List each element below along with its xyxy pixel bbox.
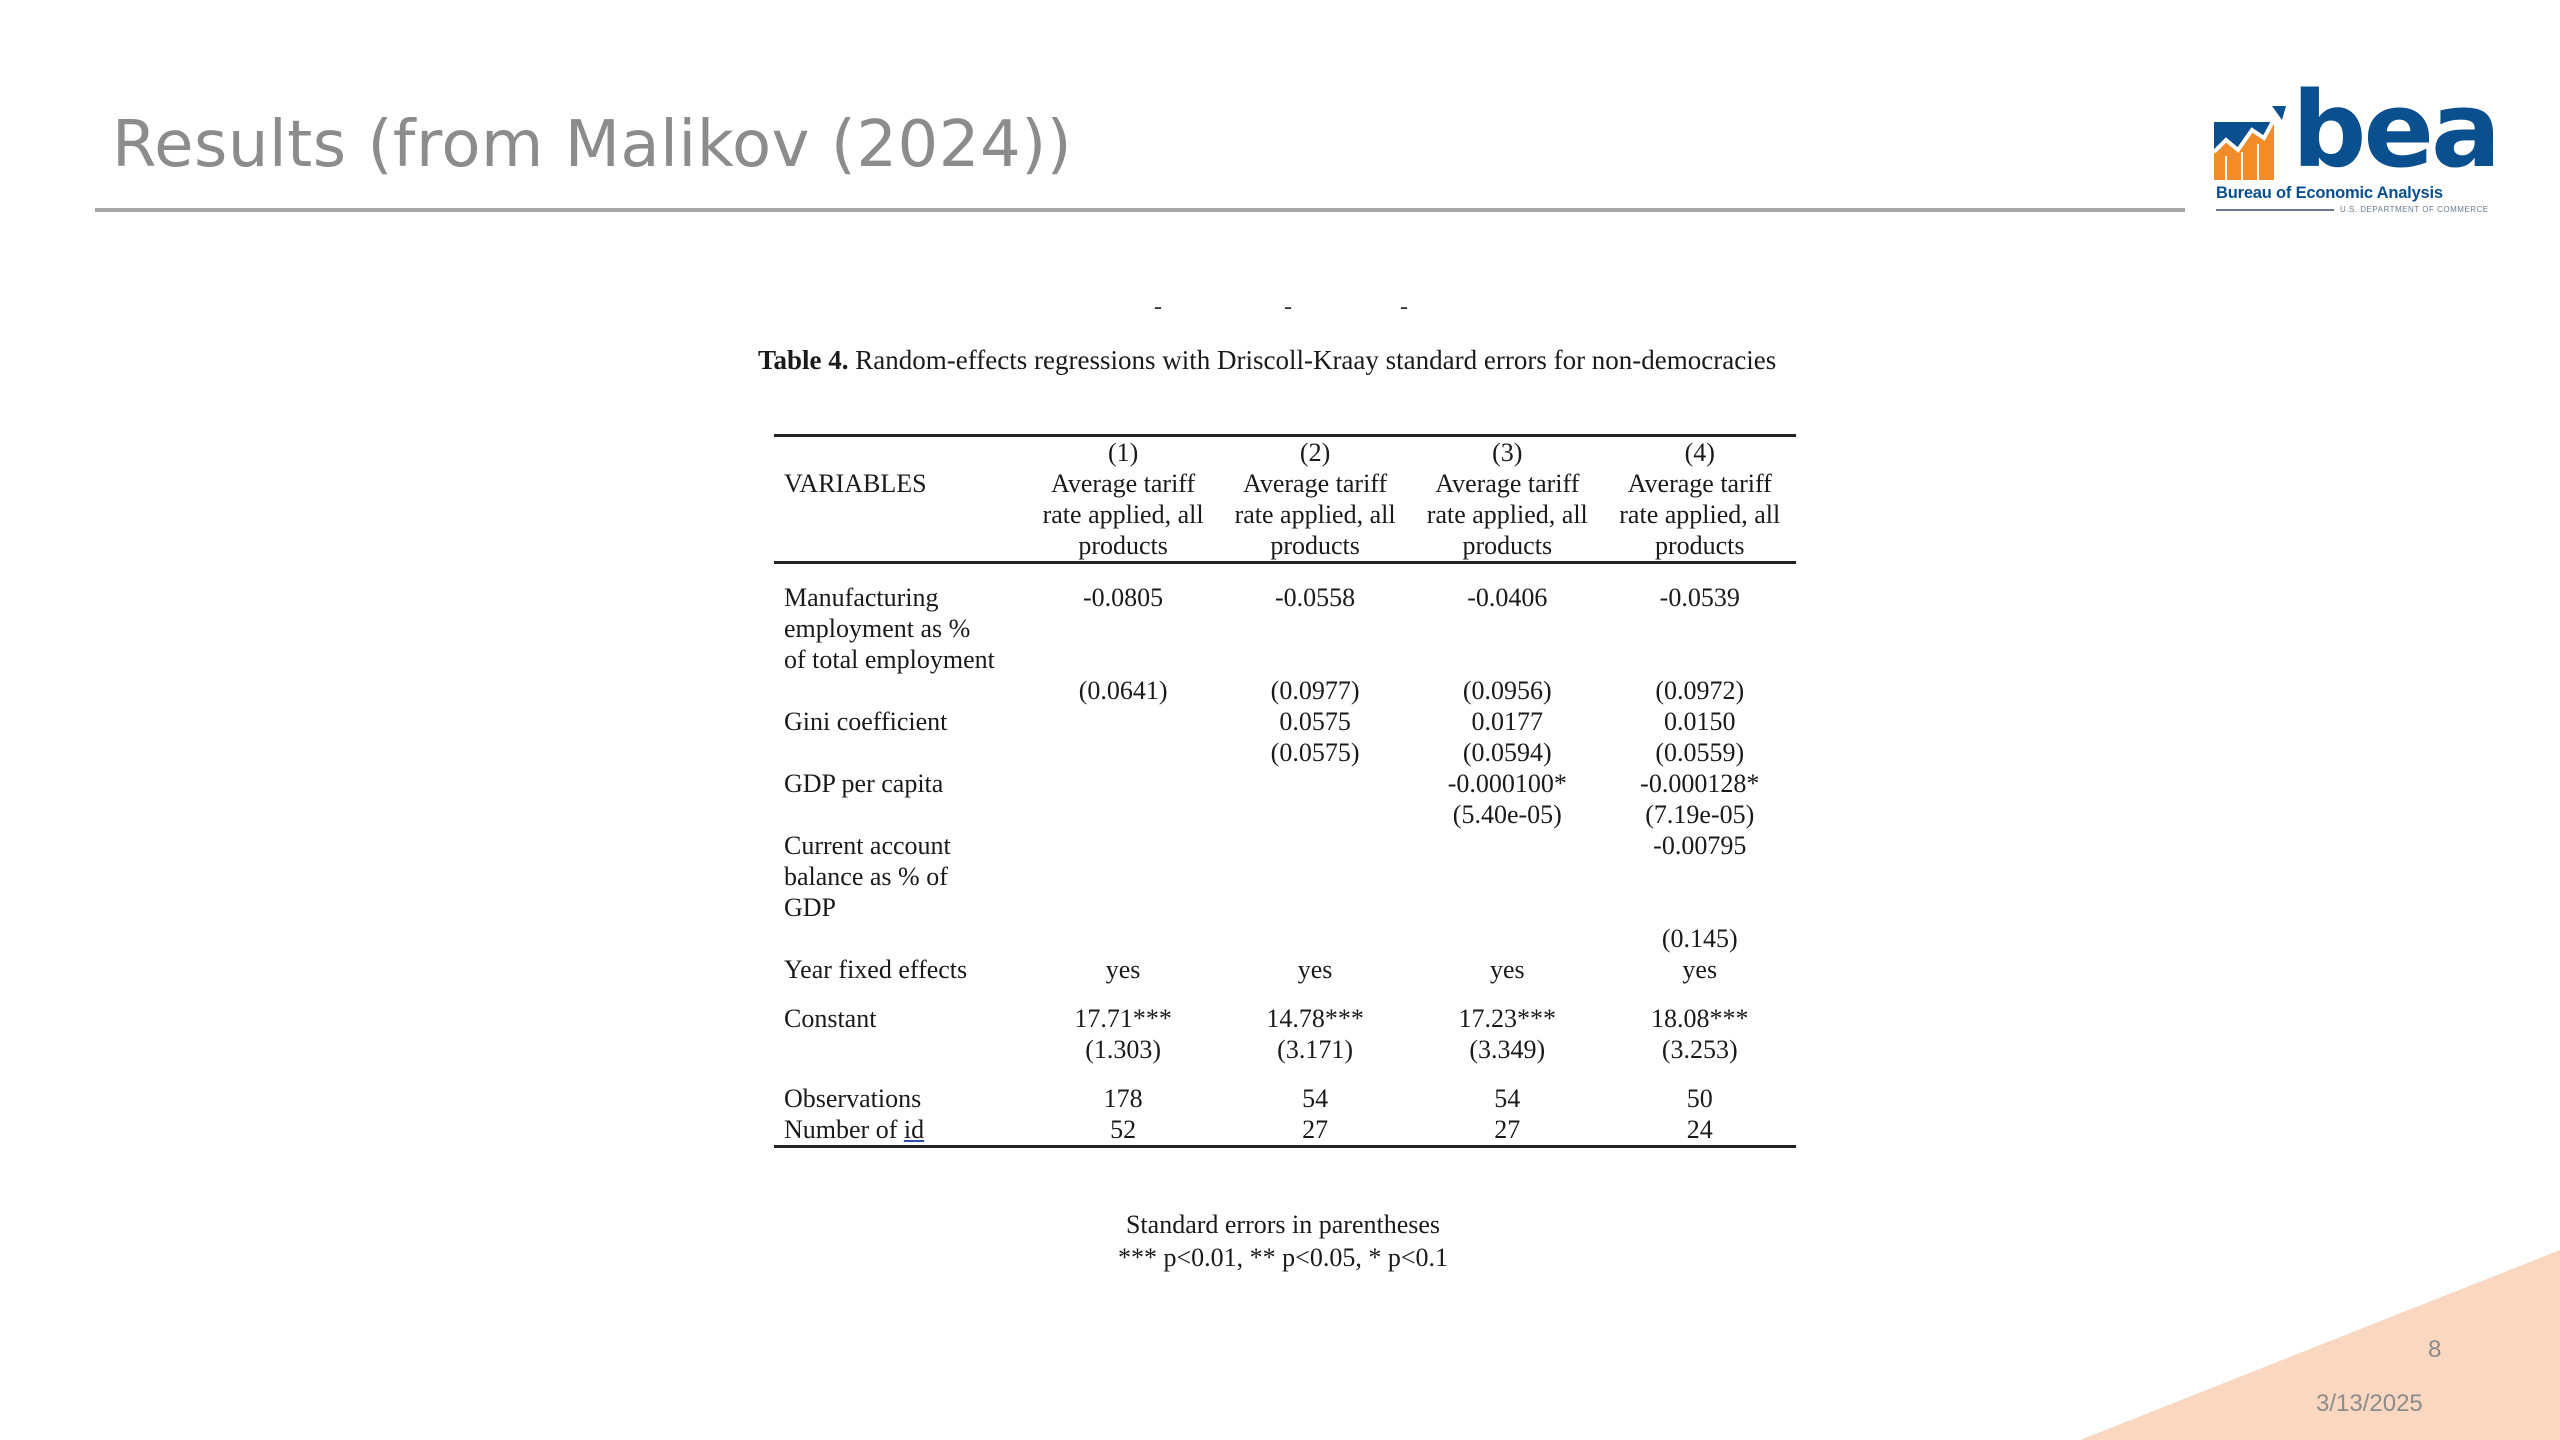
col-num: (4) — [1684, 438, 1715, 467]
value-cell: 27 — [1219, 1114, 1411, 1147]
row-label: Gini coefficient — [784, 707, 948, 736]
table-row — [774, 768, 1796, 799]
se-cell — [1027, 799, 1219, 830]
table-caption-label: Table 4. — [758, 345, 849, 375]
table-row — [774, 706, 1796, 737]
value-cell: 27 — [1411, 1114, 1603, 1147]
se-cell: (0.0977) — [1270, 676, 1360, 705]
row-label: Observations — [784, 1084, 922, 1113]
regression-table — [774, 434, 1796, 1148]
se-cell: (5.40e-05) — [1452, 800, 1562, 829]
col-header: products — [1411, 530, 1603, 563]
se-cell: (7.19e-05) — [1645, 800, 1755, 829]
value-cell: 52 — [1027, 1114, 1219, 1147]
table-row — [774, 799, 1796, 830]
table-row — [774, 830, 1796, 861]
col-header: rate applied, all — [1619, 500, 1781, 529]
col-num: (2) — [1299, 438, 1331, 467]
col-header: Average tariff — [1627, 469, 1772, 498]
title-divider — [95, 208, 2185, 212]
table-row — [774, 675, 1796, 706]
table-row — [774, 1114, 1796, 1147]
row-label: Manufacturing — [784, 583, 939, 612]
page-number: 8 — [2428, 1336, 2442, 1363]
row-label-id: id — [903, 1115, 925, 1144]
bea-logo-subtitle2: U.S. DEPARTMENT OF COMMERCE — [2340, 205, 2489, 214]
se-cell — [1411, 923, 1603, 954]
table-caption — [758, 342, 1798, 378]
se-cell — [1219, 799, 1411, 830]
col-header: rate applied, all — [1426, 500, 1588, 529]
col-header: Average tariff — [1243, 469, 1388, 498]
se-cell: (0.145) — [1661, 924, 1738, 953]
coef-cell: 14.78*** — [1266, 1004, 1364, 1033]
se-cell — [1027, 923, 1219, 954]
coef-cell: -0.0406 — [1467, 583, 1548, 612]
se-cell: (3.171) — [1277, 1035, 1353, 1064]
se-cell: (0.0575) — [1270, 738, 1360, 767]
se-cell: (0.0559) — [1655, 738, 1745, 767]
table-row — [774, 923, 1796, 954]
bea-logo-mark-icon — [2212, 92, 2292, 182]
value-cell: 54 — [1494, 1084, 1521, 1113]
bea-logo-subtitle: Bureau of Economic Analysis — [2216, 184, 2443, 202]
se-cell: (0.0594) — [1462, 738, 1552, 767]
row-label: GDP per capita — [784, 769, 944, 798]
bea-logo-word: bea — [2292, 69, 2499, 191]
table-header-row-3 — [774, 530, 1796, 563]
table-row — [774, 1034, 1796, 1065]
row-label: employment as % — [784, 614, 971, 643]
se-cell: (0.0641) — [1078, 676, 1168, 705]
se-cell: (3.349) — [1469, 1035, 1546, 1064]
table-row — [774, 737, 1796, 768]
coef-cell: 0.0177 — [1471, 707, 1544, 736]
table-header-row-2 — [774, 499, 1796, 530]
coef-cell — [1219, 768, 1411, 799]
coef-cell: -0.0539 — [1659, 583, 1740, 612]
value-cell: yes — [1105, 955, 1141, 984]
row-label: of total employment — [784, 645, 995, 674]
table-row — [774, 954, 1796, 985]
coef-cell — [1027, 706, 1219, 737]
bea-logo-rule — [2216, 209, 2334, 211]
col-header: products — [1604, 530, 1796, 563]
se-cell: (0.0972) — [1655, 676, 1745, 705]
se-cell: (3.253) — [1661, 1035, 1738, 1064]
significance-note: *** p<0.01, ** p<0.05, * p<0.1 — [1118, 1243, 1448, 1272]
coef-cell: -0.00795 — [1653, 831, 1747, 860]
value-cell: yes — [1682, 955, 1718, 984]
value-cell: 24 — [1604, 1114, 1796, 1147]
value-cell: 54 — [1302, 1084, 1329, 1113]
coef-cell — [1027, 830, 1219, 861]
col-header: Average tariff — [1435, 469, 1580, 498]
slide-date: 3/13/2025 — [2316, 1390, 2423, 1417]
row-label: Year fixed effects — [784, 955, 968, 984]
row-label: balance as % of — [784, 862, 948, 891]
row-label: Current account — [784, 831, 951, 860]
col-header: products — [1219, 530, 1411, 563]
se-cell — [1219, 923, 1411, 954]
value-cell: 50 — [1686, 1084, 1713, 1113]
variables-header: VARIABLES — [784, 469, 927, 498]
coef-cell — [1027, 768, 1219, 799]
table-row — [774, 613, 1796, 644]
col-header: rate applied, all — [1042, 500, 1204, 529]
value-cell: yes — [1489, 955, 1525, 984]
coef-cell — [1411, 830, 1603, 861]
bea-logo — [2212, 69, 2499, 222]
coef-cell: 17.23*** — [1458, 1004, 1557, 1033]
row-label-prefix: Number of — [784, 1115, 904, 1144]
table-row — [774, 892, 1796, 923]
row-label — [774, 1114, 1027, 1147]
slide-title: Results (from Malikov (2024)) — [112, 108, 1073, 182]
table-note: Standard errors in parentheses — [1125, 1210, 1441, 1239]
row-label: GDP — [784, 893, 837, 922]
value-cell: yes — [1297, 955, 1333, 984]
col-header: products — [1027, 530, 1219, 563]
coef-cell: -0.000128* — [1640, 769, 1760, 798]
table-row — [774, 1003, 1796, 1034]
value-cell: 178 — [1103, 1084, 1143, 1113]
row-label: Constant — [784, 1004, 877, 1033]
coef-cell: -0.000100* — [1447, 769, 1567, 798]
coef-cell: 0.0150 — [1664, 707, 1736, 736]
coef-cell: -0.0805 — [1083, 583, 1164, 612]
coef-cell: 17.71*** — [1074, 1004, 1172, 1033]
col-header: rate applied, all — [1234, 500, 1396, 529]
col-header: Average tariff — [1051, 469, 1196, 498]
coef-cell — [1219, 830, 1411, 861]
table-row — [774, 644, 1796, 675]
table-header-row-num — [774, 437, 1796, 468]
table-row — [774, 861, 1796, 892]
col-num: (1) — [1107, 438, 1139, 467]
se-cell: (1.303) — [1085, 1035, 1162, 1064]
se-cell: (0.0956) — [1462, 676, 1552, 705]
table-row — [774, 1083, 1796, 1114]
col-num: (3) — [1492, 438, 1523, 467]
coef-cell: 18.08*** — [1651, 1004, 1749, 1033]
coef-cell: 0.0575 — [1279, 707, 1351, 736]
se-cell — [1027, 737, 1219, 768]
table-row — [774, 582, 1796, 613]
table-caption-text: Random-effects regressions with Driscoll-Kraay standard errors for non-democracies — [848, 345, 1777, 375]
coef-cell: -0.0558 — [1275, 583, 1356, 612]
table-header-row-1 — [774, 468, 1796, 499]
